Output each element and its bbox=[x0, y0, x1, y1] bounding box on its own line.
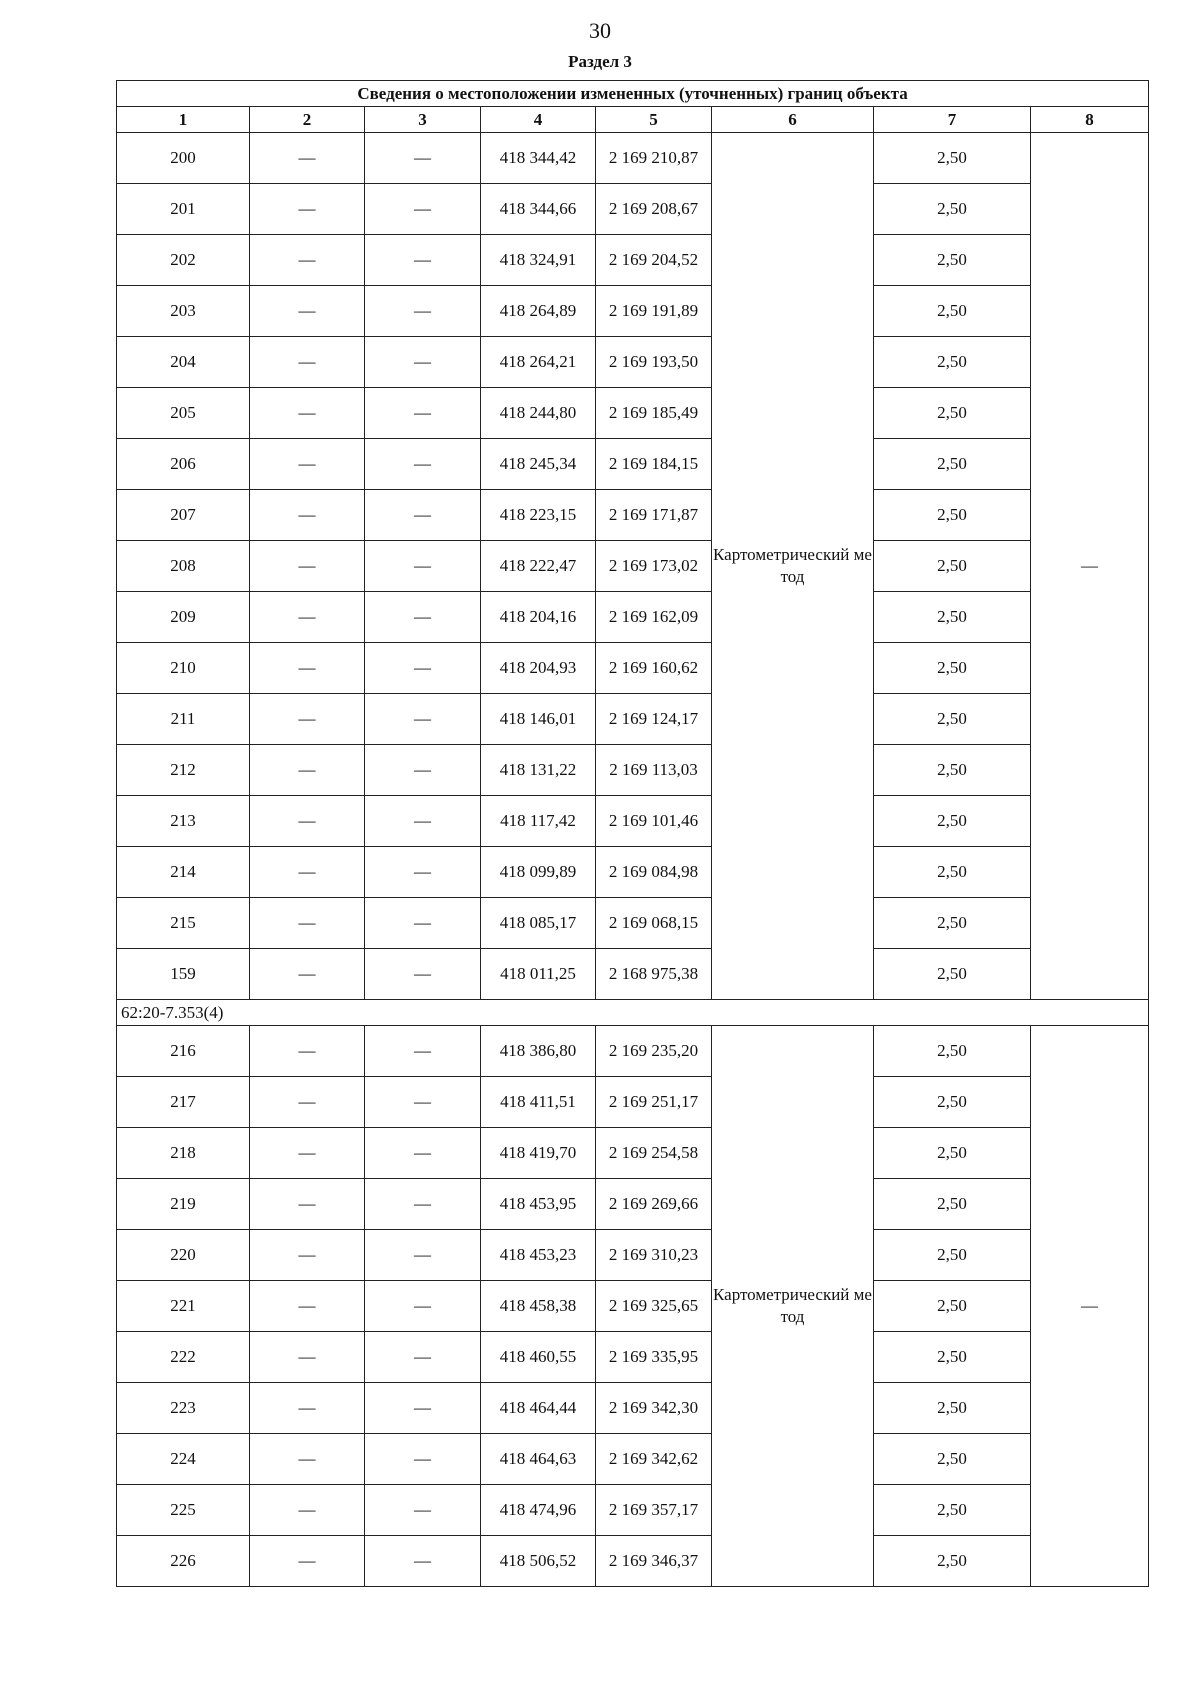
column-number: 5 bbox=[596, 107, 712, 133]
table-row bbox=[117, 592, 1149, 643]
precision-cell: 2,50 bbox=[874, 796, 1031, 847]
precision-cell: 2,50 bbox=[874, 898, 1031, 949]
table-row bbox=[117, 1230, 1149, 1281]
precision-cell: 2,50 bbox=[874, 1179, 1031, 1230]
x-coordinate-cell: 418 419,70 bbox=[481, 1128, 596, 1179]
column-3-cell: — bbox=[365, 1026, 481, 1077]
x-coordinate-cell: 418 464,44 bbox=[481, 1383, 596, 1434]
point-number-cell: 204 bbox=[117, 337, 250, 388]
x-coordinate-cell: 418 204,16 bbox=[481, 592, 596, 643]
table-title-row bbox=[117, 81, 1149, 107]
column-3-cell: — bbox=[365, 643, 481, 694]
column-3-cell: — bbox=[365, 1434, 481, 1485]
column-3-cell: — bbox=[365, 1230, 481, 1281]
column-number: 3 bbox=[365, 107, 481, 133]
column-2-cell: — bbox=[250, 133, 365, 184]
y-coordinate-cell: 2 169 084,98 bbox=[596, 847, 712, 898]
column-3-cell: — bbox=[365, 184, 481, 235]
column-number: 8 bbox=[1031, 107, 1149, 133]
table-row bbox=[117, 490, 1149, 541]
x-coordinate-cell: 418 223,15 bbox=[481, 490, 596, 541]
y-coordinate-cell: 2 169 210,87 bbox=[596, 133, 712, 184]
x-coordinate-cell: 418 344,66 bbox=[481, 184, 596, 235]
table-row bbox=[117, 796, 1149, 847]
point-number-cell: 208 bbox=[117, 541, 250, 592]
column-3-cell: — bbox=[365, 1128, 481, 1179]
y-coordinate-cell: 2 169 342,62 bbox=[596, 1434, 712, 1485]
column-2-cell: — bbox=[250, 847, 365, 898]
point-number-cell: 211 bbox=[117, 694, 250, 745]
table-row bbox=[117, 1383, 1149, 1434]
section-title: Раздел 3 bbox=[568, 52, 632, 71]
y-coordinate-cell: 2 169 191,89 bbox=[596, 286, 712, 337]
column-2-cell: — bbox=[250, 796, 365, 847]
x-coordinate-cell: 418 453,95 bbox=[481, 1179, 596, 1230]
table-row bbox=[117, 1281, 1149, 1332]
precision-cell: 2,50 bbox=[874, 949, 1031, 1000]
point-number-cell: 216 bbox=[117, 1026, 250, 1077]
point-number-cell: 202 bbox=[117, 235, 250, 286]
column-2-cell: — bbox=[250, 592, 365, 643]
y-coordinate-cell: 2 169 193,50 bbox=[596, 337, 712, 388]
precision-cell: 2,50 bbox=[874, 1332, 1031, 1383]
point-number-cell: 207 bbox=[117, 490, 250, 541]
x-coordinate-cell: 418 264,21 bbox=[481, 337, 596, 388]
table-row bbox=[117, 1332, 1149, 1383]
point-number-cell: 223 bbox=[117, 1383, 250, 1434]
table-row bbox=[117, 235, 1149, 286]
method-cell: Картометрический метод bbox=[712, 133, 874, 1000]
column-3-cell: — bbox=[365, 133, 481, 184]
column-2-cell: — bbox=[250, 439, 365, 490]
column-2-cell: — bbox=[250, 1077, 365, 1128]
y-coordinate-cell: 2 169 184,15 bbox=[596, 439, 712, 490]
column-3-cell: — bbox=[365, 592, 481, 643]
point-number-cell: 209 bbox=[117, 592, 250, 643]
y-coordinate-cell: 2 169 325,65 bbox=[596, 1281, 712, 1332]
table-row bbox=[117, 1485, 1149, 1536]
column-2-cell: — bbox=[250, 898, 365, 949]
column-number: 4 bbox=[481, 107, 596, 133]
x-coordinate-cell: 418 411,51 bbox=[481, 1077, 596, 1128]
point-number-cell: 214 bbox=[117, 847, 250, 898]
table-row bbox=[117, 337, 1149, 388]
page-number: 30 bbox=[589, 18, 611, 43]
x-coordinate-cell: 418 117,42 bbox=[481, 796, 596, 847]
point-number-cell: 218 bbox=[117, 1128, 250, 1179]
x-coordinate-cell: 418 460,55 bbox=[481, 1332, 596, 1383]
column-2-cell: — bbox=[250, 1281, 365, 1332]
column-3-cell: — bbox=[365, 1383, 481, 1434]
precision-cell: 2,50 bbox=[874, 1383, 1031, 1434]
table-row bbox=[117, 541, 1149, 592]
precision-cell: 2,50 bbox=[874, 439, 1031, 490]
table-row bbox=[117, 439, 1149, 490]
precision-cell: 2,50 bbox=[874, 388, 1031, 439]
column-3-cell: — bbox=[365, 286, 481, 337]
point-number-cell: 222 bbox=[117, 1332, 250, 1383]
y-coordinate-cell: 2 169 342,30 bbox=[596, 1383, 712, 1434]
column-3-cell: — bbox=[365, 694, 481, 745]
point-number-cell: 224 bbox=[117, 1434, 250, 1485]
point-number-cell: 212 bbox=[117, 745, 250, 796]
x-coordinate-cell: 418 085,17 bbox=[481, 898, 596, 949]
column-3-cell: — bbox=[365, 439, 481, 490]
x-coordinate-cell: 418 386,80 bbox=[481, 1026, 596, 1077]
precision-cell: 2,50 bbox=[874, 1077, 1031, 1128]
column-2-cell: — bbox=[250, 694, 365, 745]
column-3-cell: — bbox=[365, 541, 481, 592]
column-2-cell: — bbox=[250, 1383, 365, 1434]
point-number-cell: 219 bbox=[117, 1179, 250, 1230]
point-number-cell: 201 bbox=[117, 184, 250, 235]
table-row bbox=[117, 949, 1149, 1000]
table-row bbox=[117, 133, 1149, 184]
column-3-cell: — bbox=[365, 847, 481, 898]
point-number-cell: 200 bbox=[117, 133, 250, 184]
x-coordinate-cell: 418 245,34 bbox=[481, 439, 596, 490]
precision-cell: 2,50 bbox=[874, 847, 1031, 898]
precision-cell: 2,50 bbox=[874, 490, 1031, 541]
x-coordinate-cell: 418 506,52 bbox=[481, 1536, 596, 1587]
column-3-cell: — bbox=[365, 1281, 481, 1332]
y-coordinate-cell: 2 169 101,46 bbox=[596, 796, 712, 847]
point-number-cell: 217 bbox=[117, 1077, 250, 1128]
table-row bbox=[117, 898, 1149, 949]
y-coordinate-cell: 2 169 310,23 bbox=[596, 1230, 712, 1281]
column-number: 2 bbox=[250, 107, 365, 133]
x-coordinate-cell: 418 099,89 bbox=[481, 847, 596, 898]
y-coordinate-cell: 2 169 335,95 bbox=[596, 1332, 712, 1383]
x-coordinate-cell: 418 344,42 bbox=[481, 133, 596, 184]
group-label: 62:20-7.353(4) bbox=[117, 1000, 1149, 1026]
point-number-cell: 205 bbox=[117, 388, 250, 439]
point-number-cell: 213 bbox=[117, 796, 250, 847]
column-2-cell: — bbox=[250, 388, 365, 439]
boundary-coordinates-table bbox=[116, 80, 1149, 1587]
table-row bbox=[117, 1536, 1149, 1587]
y-coordinate-cell: 2 169 346,37 bbox=[596, 1536, 712, 1587]
column-3-cell: — bbox=[365, 1179, 481, 1230]
column-3-cell: — bbox=[365, 388, 481, 439]
y-coordinate-cell: 2 169 173,02 bbox=[596, 541, 712, 592]
y-coordinate-cell: 2 169 357,17 bbox=[596, 1485, 712, 1536]
group-label-row bbox=[117, 1000, 1149, 1026]
table-row bbox=[117, 847, 1149, 898]
column-2-cell: — bbox=[250, 1128, 365, 1179]
point-number-cell: 226 bbox=[117, 1536, 250, 1587]
table-row bbox=[117, 1077, 1149, 1128]
column-number-row bbox=[117, 107, 1149, 133]
y-coordinate-cell: 2 169 124,17 bbox=[596, 694, 712, 745]
point-number-cell: 159 bbox=[117, 949, 250, 1000]
table-body bbox=[117, 133, 1149, 1587]
x-coordinate-cell: 418 474,96 bbox=[481, 1485, 596, 1536]
table-row bbox=[117, 1179, 1149, 1230]
column-3-cell: — bbox=[365, 235, 481, 286]
column-2-cell: — bbox=[250, 235, 365, 286]
table-row bbox=[117, 745, 1149, 796]
precision-cell: 2,50 bbox=[874, 745, 1031, 796]
precision-cell: 2,50 bbox=[874, 541, 1031, 592]
point-number-cell: 221 bbox=[117, 1281, 250, 1332]
table-row bbox=[117, 1128, 1149, 1179]
column-2-cell: — bbox=[250, 1536, 365, 1587]
precision-cell: 2,50 bbox=[874, 643, 1031, 694]
column-2-cell: — bbox=[250, 949, 365, 1000]
precision-cell: 2,50 bbox=[874, 337, 1031, 388]
column-2-cell: — bbox=[250, 1179, 365, 1230]
column-2-cell: — bbox=[250, 541, 365, 592]
y-coordinate-cell: 2 169 269,66 bbox=[596, 1179, 712, 1230]
y-coordinate-cell: 2 168 975,38 bbox=[596, 949, 712, 1000]
column-3-cell: — bbox=[365, 796, 481, 847]
precision-cell: 2,50 bbox=[874, 1230, 1031, 1281]
precision-cell: 2,50 bbox=[874, 133, 1031, 184]
precision-cell: 2,50 bbox=[874, 235, 1031, 286]
x-coordinate-cell: 418 464,63 bbox=[481, 1434, 596, 1485]
column-2-cell: — bbox=[250, 286, 365, 337]
x-coordinate-cell: 418 131,22 bbox=[481, 745, 596, 796]
y-coordinate-cell: 2 169 185,49 bbox=[596, 388, 712, 439]
table-row bbox=[117, 643, 1149, 694]
point-number-cell: 206 bbox=[117, 439, 250, 490]
point-number-cell: 210 bbox=[117, 643, 250, 694]
column-3-cell: — bbox=[365, 490, 481, 541]
table-row bbox=[117, 1434, 1149, 1485]
column-2-cell: — bbox=[250, 1230, 365, 1281]
precision-cell: 2,50 bbox=[874, 1281, 1031, 1332]
precision-cell: 2,50 bbox=[874, 286, 1031, 337]
column-2-cell: — bbox=[250, 745, 365, 796]
column-2-cell: — bbox=[250, 1485, 365, 1536]
precision-cell: 2,50 bbox=[874, 184, 1031, 235]
y-coordinate-cell: 2 169 251,17 bbox=[596, 1077, 712, 1128]
column-3-cell: — bbox=[365, 1077, 481, 1128]
column-number: 1 bbox=[117, 107, 250, 133]
y-coordinate-cell: 2 169 160,62 bbox=[596, 643, 712, 694]
table-row bbox=[117, 388, 1149, 439]
column-2-cell: — bbox=[250, 1332, 365, 1383]
y-coordinate-cell: 2 169 162,09 bbox=[596, 592, 712, 643]
x-coordinate-cell: 418 453,23 bbox=[481, 1230, 596, 1281]
x-coordinate-cell: 418 324,91 bbox=[481, 235, 596, 286]
method-cell: Картометрический метод bbox=[712, 1026, 874, 1587]
x-coordinate-cell: 418 458,38 bbox=[481, 1281, 596, 1332]
y-coordinate-cell: 2 169 204,52 bbox=[596, 235, 712, 286]
x-coordinate-cell: 418 244,80 bbox=[481, 388, 596, 439]
column-2-cell: — bbox=[250, 184, 365, 235]
x-coordinate-cell: 418 222,47 bbox=[481, 541, 596, 592]
column-2-cell: — bbox=[250, 1026, 365, 1077]
point-number-cell: 203 bbox=[117, 286, 250, 337]
precision-cell: 2,50 bbox=[874, 1128, 1031, 1179]
column-2-cell: — bbox=[250, 1434, 365, 1485]
column-2-cell: — bbox=[250, 337, 365, 388]
column-2-cell: — bbox=[250, 490, 365, 541]
table-title: Сведения о местоположении измененных (уточненных) границ объекта bbox=[117, 81, 1149, 107]
point-number-cell: 220 bbox=[117, 1230, 250, 1281]
y-coordinate-cell: 2 169 113,03 bbox=[596, 745, 712, 796]
x-coordinate-cell: 418 011,25 bbox=[481, 949, 596, 1000]
x-coordinate-cell: 418 146,01 bbox=[481, 694, 596, 745]
column-number: 6 bbox=[712, 107, 874, 133]
y-coordinate-cell: 2 169 068,15 bbox=[596, 898, 712, 949]
column-8-cell: — bbox=[1031, 133, 1149, 1000]
column-3-cell: — bbox=[365, 1485, 481, 1536]
column-3-cell: — bbox=[365, 898, 481, 949]
precision-cell: 2,50 bbox=[874, 1434, 1031, 1485]
point-number-cell: 215 bbox=[117, 898, 250, 949]
point-number-cell: 225 bbox=[117, 1485, 250, 1536]
table-row bbox=[117, 184, 1149, 235]
y-coordinate-cell: 2 169 171,87 bbox=[596, 490, 712, 541]
column-3-cell: — bbox=[365, 337, 481, 388]
table-row bbox=[117, 286, 1149, 337]
column-number: 7 bbox=[874, 107, 1031, 133]
y-coordinate-cell: 2 169 254,58 bbox=[596, 1128, 712, 1179]
precision-cell: 2,50 bbox=[874, 694, 1031, 745]
column-3-cell: — bbox=[365, 1536, 481, 1587]
table-row bbox=[117, 1026, 1149, 1077]
y-coordinate-cell: 2 169 235,20 bbox=[596, 1026, 712, 1077]
precision-cell: 2,50 bbox=[874, 1536, 1031, 1587]
column-3-cell: — bbox=[365, 949, 481, 1000]
x-coordinate-cell: 418 264,89 bbox=[481, 286, 596, 337]
precision-cell: 2,50 bbox=[874, 1485, 1031, 1536]
x-coordinate-cell: 418 204,93 bbox=[481, 643, 596, 694]
y-coordinate-cell: 2 169 208,67 bbox=[596, 184, 712, 235]
column-8-cell: — bbox=[1031, 1026, 1149, 1587]
column-3-cell: — bbox=[365, 745, 481, 796]
table-row bbox=[117, 694, 1149, 745]
column-3-cell: — bbox=[365, 1332, 481, 1383]
precision-cell: 2,50 bbox=[874, 592, 1031, 643]
column-2-cell: — bbox=[250, 643, 365, 694]
precision-cell: 2,50 bbox=[874, 1026, 1031, 1077]
